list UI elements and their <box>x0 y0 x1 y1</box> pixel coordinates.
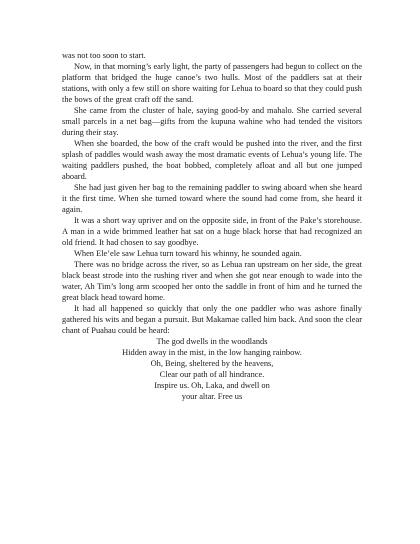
chant-line: Oh, Being, sheltered by the heavens, <box>150 359 274 368</box>
paragraph: When she boarded, the bow of the craft would be pushed into the river, and the first splash of paddles would wash away the most dramatic events of Lehua’s young life. The waiting paddlers pushed, the boat bobbed, completely afloat and all but one jumped aboard. <box>62 139 362 181</box>
paragraph: It was a short way upriver and on the opposite side, in front of the Pake’s storehouse. A man in a wide brimmed leather hat sat on a huge black horse that had recognized an old friend. It had chosen to say goodbye. <box>62 216 362 247</box>
chant-line: Hidden away in the mist, in the low hanging rainbow. <box>122 348 302 357</box>
chant-line: The god dwells in the woodlands <box>156 337 268 346</box>
paragraph: Now, in that morning’s early light, the party of passengers had begun to collect on the platform that bridged the huge canoe’s two hulls. Most of the paddlers sat at their stations, with only a few still on shore waiting for Lehua to board so that they could push the bows of the great craft off the sand. <box>62 62 362 104</box>
chant-line: your altar. Free us <box>181 392 243 401</box>
paragraph: She had just given her bag to the remaining paddler to swing aboard when she heard it the first time. When she turned toward where the sound had come from, she heard it again. <box>62 183 362 214</box>
chant-line: Inspire us. Oh, Laka, and dwell on <box>154 381 270 390</box>
paragraph: When Ele’ele saw Lehua turn toward his whinny, he sounded again. <box>74 249 302 258</box>
paragraph: It had all happened so quickly that only the one paddler who was ashore finally gathered his wits and began a pursuit. But Makamae called him back. And soon the clear chant of Puahau could be heard: <box>62 304 362 335</box>
chant-line: Clear our path of all hindrance. <box>159 370 265 379</box>
page-text <box>62 50 362 402</box>
paragraph: There was no bridge across the river, so as Lehua ran upstream on her side, the great black beast strode into the rushing river and when she got near enough to wade into the water, Ah Tim’s long arm scooped her onto the saddle in front of him and he turned the great black head toward home. <box>62 260 362 302</box>
paragraph: was not too soon to start. <box>62 51 146 60</box>
paragraph: She came from the cluster of hale, saying good-by and mahalo. She carried several small parcels in a net bag—gifts from the kupuna wahine who had tended the visitors during their stay. <box>62 106 362 137</box>
chant-verse <box>62 336 362 402</box>
